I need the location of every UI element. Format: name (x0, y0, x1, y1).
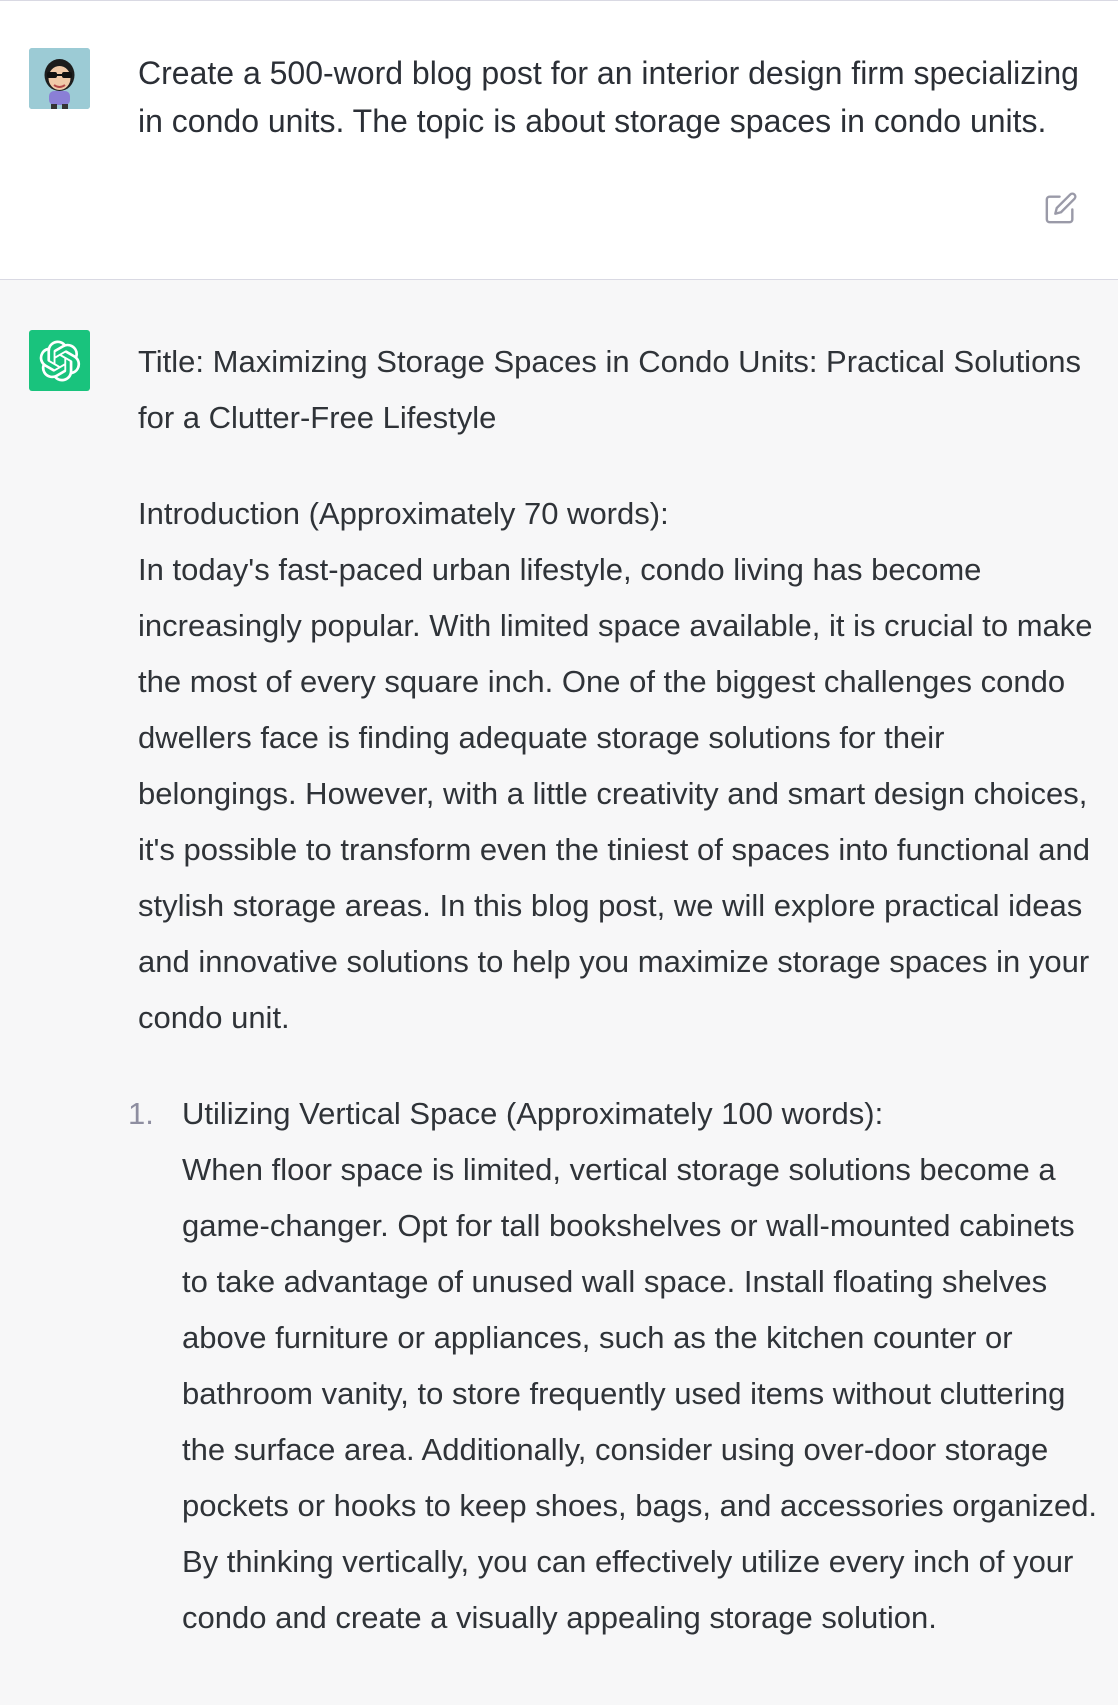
user-avatar (29, 48, 90, 109)
section-body: When floor space is limited, vertical storage solutions become a game-changer. Opt for tall bookshelves or wall-mounted cabinets to take advantage of unused wall space. Install floating shelves above furniture or appliances, such as the kitchen counter or bathroom vanity, to store frequently used items without cluttering the surface area. Additionally, consider using over-door storage pockets or hooks to keep shoes, bags, and accessories organized. By thinking vertically, you can effectively utilize every inch of your condo and create a visually appealing storage solution. (182, 1152, 1098, 1635)
intro-body: In today's fast-paced urban lifestyle, condo living has become increasingly popular. With limited space available, it is crucial to make the most of every square inch. One of the biggest challenges condo dwellers face is finding adequate storage solutions for their belongings. However, with a little creativity and smart design choices, it's possible to transform even the tiniest of spaces into functional and stylish storage areas. In this blog post, we will explore practical ideas and innovative solutions to help you maximize storage spaces in your condo unit. (138, 552, 1093, 1035)
blog-title: Title: Maximizing Storage Spaces in Condo Units: Practical Solutions for a Clutter-Free Lifestyle (138, 344, 1082, 435)
section-heading: Utilizing Vertical Space (Approximately 100 words): (182, 1096, 884, 1131)
assistant-avatar (29, 330, 90, 391)
openai-logo-icon (39, 340, 81, 382)
user-message-text: Create a 500-word blog post for an interior design firm specializing in condo units. The topic is about storage spaces in condo units. (138, 55, 1079, 139)
intro-heading: Introduction (Approximately 70 words): (138, 496, 669, 531)
list-item-number: 1. (128, 1096, 154, 1131)
edit-icon[interactable] (1044, 191, 1078, 225)
assistant-message-turn (0, 280, 1118, 1705)
assistant-message-content (128, 334, 1098, 1646)
user-avatar-icon (29, 48, 90, 109)
list-item (128, 1086, 1098, 1646)
user-message-turn (0, 0, 1118, 280)
